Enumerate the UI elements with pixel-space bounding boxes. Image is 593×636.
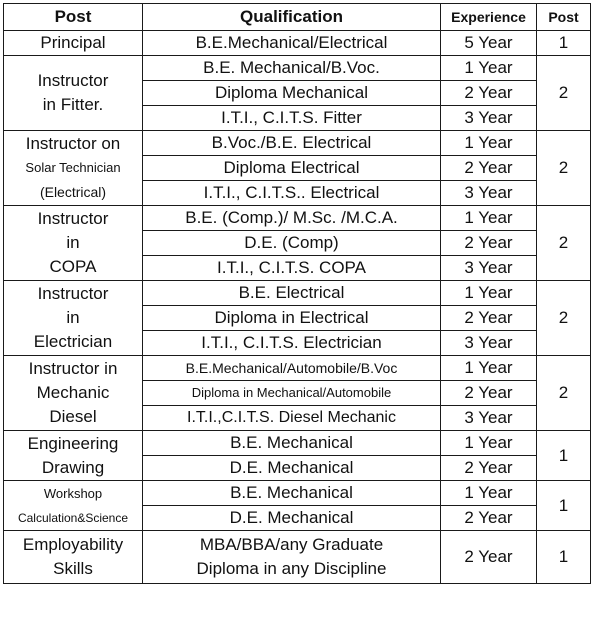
- qualification-cell: I.T.I., C.I.T.S.. Electrical: [143, 181, 441, 206]
- post-name-line: Principal: [40, 33, 106, 52]
- post-name-line: Instructor: [37, 71, 109, 90]
- post-name-cell: [4, 281, 143, 356]
- post-name-line: Electrician: [33, 332, 113, 351]
- qualification-cell: B.E. Electrical: [143, 281, 441, 306]
- qualification-cell: I.T.I.,C.I.T.S. Diesel Mechanic: [143, 406, 441, 431]
- post-name-line: Employability: [22, 535, 124, 554]
- post-name-cell: [4, 31, 143, 56]
- post-name-line: Skills: [53, 559, 93, 578]
- qualification-cell: B.E. Mechanical: [143, 431, 441, 456]
- header-row: [4, 4, 591, 31]
- table-row: [4, 431, 591, 456]
- qualification-cell: [143, 531, 441, 584]
- table-row: [4, 31, 591, 56]
- qualification-cell: D.E. Mechanical: [143, 456, 441, 481]
- experience-cell: 2 Year: [441, 231, 537, 256]
- experience-cell: 3 Year: [441, 256, 537, 281]
- qualification-cell: Diploma Electrical: [143, 156, 441, 181]
- table-row: [4, 356, 591, 381]
- table-row: [4, 56, 591, 81]
- post-name-cell: [4, 431, 143, 481]
- qualification-cell: B.E.Mechanical/Electrical: [143, 31, 441, 56]
- post-count-cell: 2: [537, 281, 591, 356]
- qualification-cell: D.E. Mechanical: [143, 506, 441, 531]
- post-name-cell: [4, 206, 143, 281]
- qualification-cell: B.Voc./B.E. Electrical: [143, 131, 441, 156]
- experience-cell: 1 Year: [441, 281, 537, 306]
- experience-cell: 3 Year: [441, 331, 537, 356]
- qualification-cell: I.T.I., C.I.T.S. Electrician: [143, 331, 441, 356]
- experience-cell: 2 Year: [441, 531, 537, 584]
- post-name-line: Instructor: [37, 284, 109, 303]
- experience-cell: 2 Year: [441, 456, 537, 481]
- header-qualification: Qualification: [143, 4, 441, 31]
- experience-cell: 3 Year: [441, 406, 537, 431]
- experience-cell: 5 Year: [441, 31, 537, 56]
- qualification-cell: B.E. Mechanical/B.Voc.: [143, 56, 441, 81]
- post-count-cell: 1: [537, 431, 591, 481]
- experience-cell: 2 Year: [441, 156, 537, 181]
- recruitment-table: [3, 3, 591, 584]
- experience-cell: 1 Year: [441, 431, 537, 456]
- post-name-cell: [4, 131, 143, 206]
- post-name-line: COPA: [49, 257, 97, 276]
- post-name-cell: [4, 56, 143, 131]
- qualification-cell: Diploma Mechanical: [143, 81, 441, 106]
- table-row: [4, 481, 591, 506]
- qualification-cell: Diploma in Mechanical/Automobile: [143, 381, 441, 406]
- post-name-line: Instructor: [37, 209, 109, 228]
- post-count-cell: 1: [537, 531, 591, 584]
- experience-cell: 1 Year: [441, 206, 537, 231]
- experience-cell: 1 Year: [441, 356, 537, 381]
- post-count-cell: 2: [537, 131, 591, 206]
- post-count-cell: 1: [537, 31, 591, 56]
- post-name-line: in Fitter.: [42, 95, 104, 114]
- qualification-cell: I.T.I., C.I.T.S. COPA: [143, 256, 441, 281]
- qualification-cell: B.E. (Comp.)/ M.Sc. /M.C.A.: [143, 206, 441, 231]
- header-post-count: Post: [537, 4, 591, 31]
- post-name-line: (Electrical): [39, 184, 107, 200]
- experience-cell: 2 Year: [441, 381, 537, 406]
- qualification-cell: D.E. (Comp): [143, 231, 441, 256]
- table-row: [4, 531, 591, 584]
- experience-cell: 3 Year: [441, 181, 537, 206]
- qualification-cell: B.E. Mechanical: [143, 481, 441, 506]
- qualification-cell: Diploma in Electrical: [143, 306, 441, 331]
- qualification-line: Diploma in any Discipline: [196, 559, 387, 578]
- experience-cell: 2 Year: [441, 81, 537, 106]
- post-name-line: Mechanic: [36, 383, 110, 402]
- post-count-cell: 1: [537, 481, 591, 531]
- post-name-line: Workshop: [43, 485, 103, 501]
- qualification-cell: B.E.Mechanical/Automobile/B.Voc: [143, 356, 441, 381]
- table-row: [4, 281, 591, 306]
- experience-cell: 1 Year: [441, 56, 537, 81]
- post-name-cell: [4, 531, 143, 584]
- post-name-line: Instructor on: [25, 134, 121, 153]
- post-count-cell: 2: [537, 206, 591, 281]
- post-name-cell: [4, 481, 143, 531]
- post-name-line: Engineering: [27, 433, 119, 453]
- qualification-cell: I.T.I., C.I.T.S. Fitter: [143, 106, 441, 131]
- table-row: [4, 206, 591, 231]
- header-experience: Experience: [441, 4, 537, 31]
- experience-cell: 2 Year: [441, 306, 537, 331]
- experience-cell: 1 Year: [441, 131, 537, 156]
- experience-cell: 3 Year: [441, 106, 537, 131]
- qualification-line: MBA/BBA/any Graduate: [199, 535, 384, 554]
- post-name-line: in: [66, 233, 80, 252]
- post-name-line: Drawing: [41, 457, 105, 477]
- table-row: [4, 131, 591, 156]
- post-name-line: Solar Technician: [25, 160, 121, 175]
- post-name-line: Calculation&Science: [17, 510, 129, 525]
- post-name-cell: [4, 356, 143, 431]
- experience-cell: 2 Year: [441, 506, 537, 531]
- post-count-cell: 2: [537, 356, 591, 431]
- post-count-cell: 2: [537, 56, 591, 131]
- experience-cell: 1 Year: [441, 481, 537, 506]
- post-name-line: Instructor in: [28, 359, 118, 378]
- post-name-line: in: [66, 308, 80, 327]
- post-name-line: Diesel: [49, 407, 97, 426]
- header-post: Post: [4, 4, 143, 31]
